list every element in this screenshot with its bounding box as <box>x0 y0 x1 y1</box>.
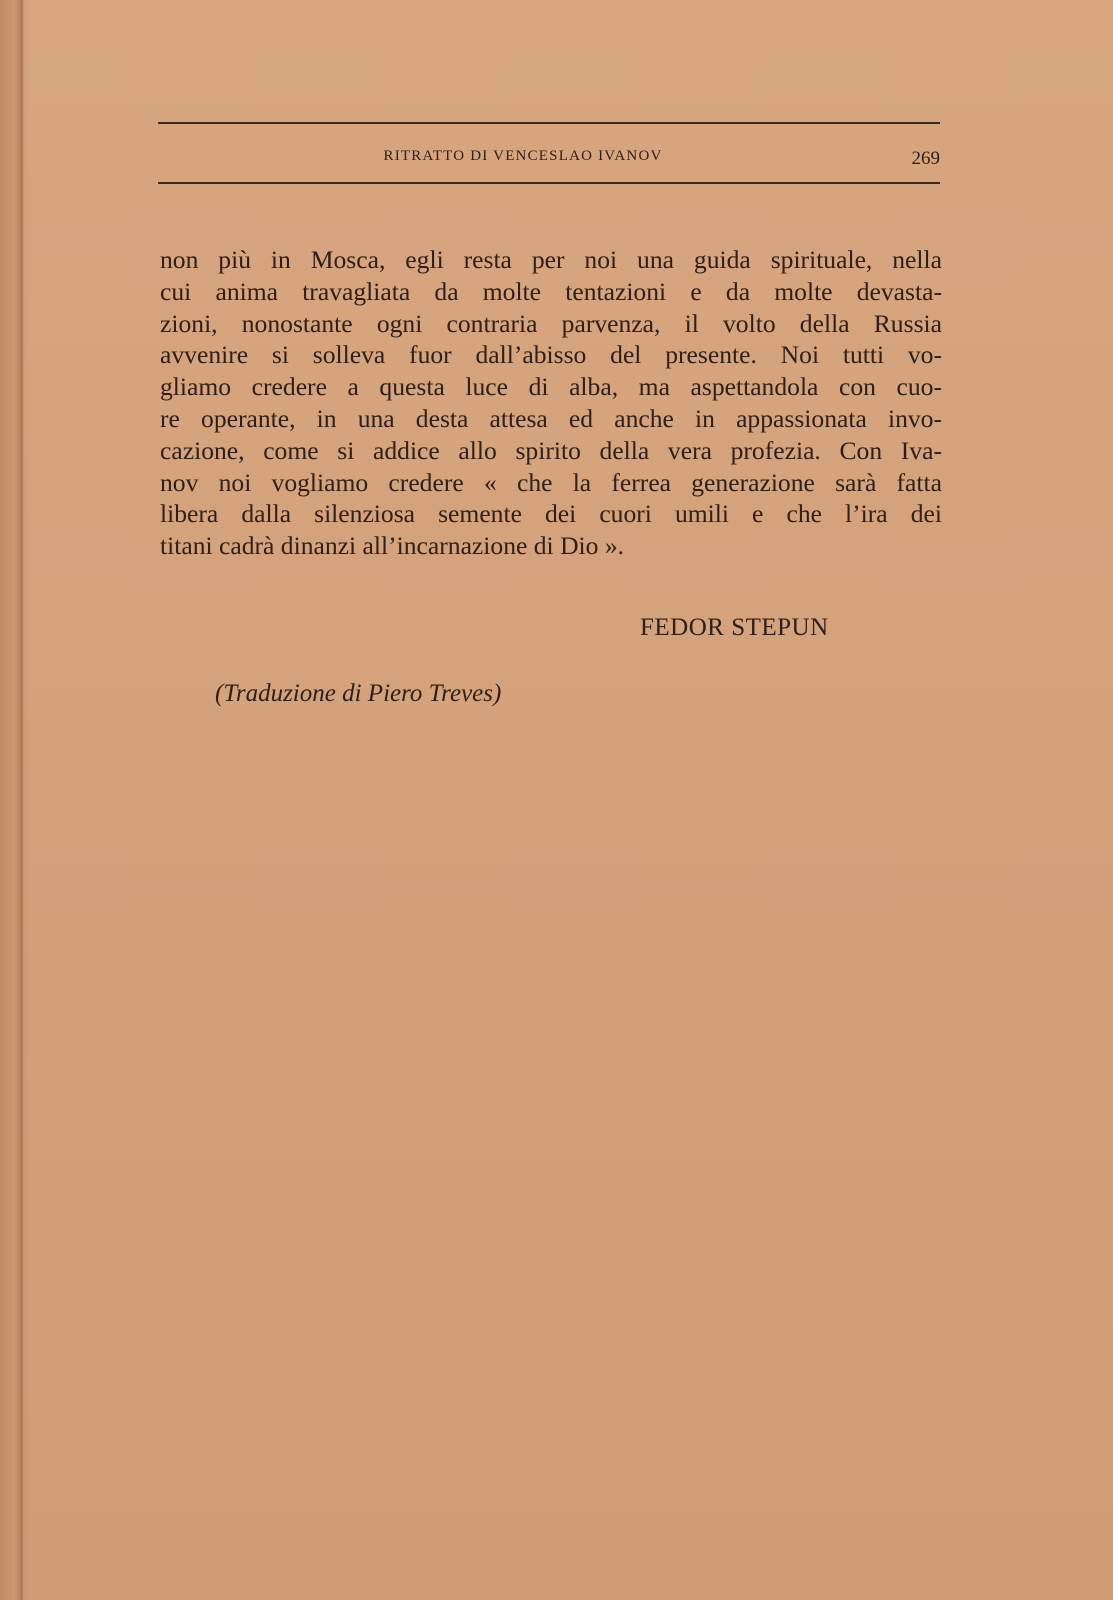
text-line: avvenire si solleva fuor dall’abisso del presente. Noi tutti vo- <box>160 340 942 370</box>
page-header <box>158 122 940 188</box>
text-line: zioni, nonostante ogni contraria parvenza, il volto della Russia <box>160 308 942 338</box>
header-rule-bottom <box>158 182 940 184</box>
text-line: cazione, come si addice allo spirito della vera profezia. Con Iva- <box>160 435 942 465</box>
text-line: gliamo credere a questa luce di alba, ma aspettandola con cuo- <box>160 372 942 402</box>
text-line: cui anima travagliata da molte tentazioni e da molte devasta- <box>160 276 942 306</box>
text-line: non più in Mosca, egli resta per noi una guida spirituale, nella <box>160 245 942 274</box>
running-title: RITRATTO DI VENCESLAO IVANOV <box>383 148 663 164</box>
text-line: libera dalla silenziosa semente dei cuori umili e che l’ira dei <box>160 499 942 529</box>
body-paragraph <box>160 244 942 562</box>
text-line: re operante, in una desta attesa ed anche in appassionata invo- <box>160 403 942 433</box>
text-line: titani cadrà dinanzi all’incarnazione di Dio ». <box>160 531 625 561</box>
translator-note: (Traduzione di Piero Treves) <box>215 680 502 707</box>
header-rule-top <box>158 122 940 124</box>
binding-edge <box>0 0 24 1600</box>
text-line: nov noi vogliamo credere « che la ferrea generazione sarà fatta <box>160 467 942 497</box>
page-number: 269 <box>911 148 940 169</box>
author-signature: FEDOR STEPUN <box>640 614 829 641</box>
